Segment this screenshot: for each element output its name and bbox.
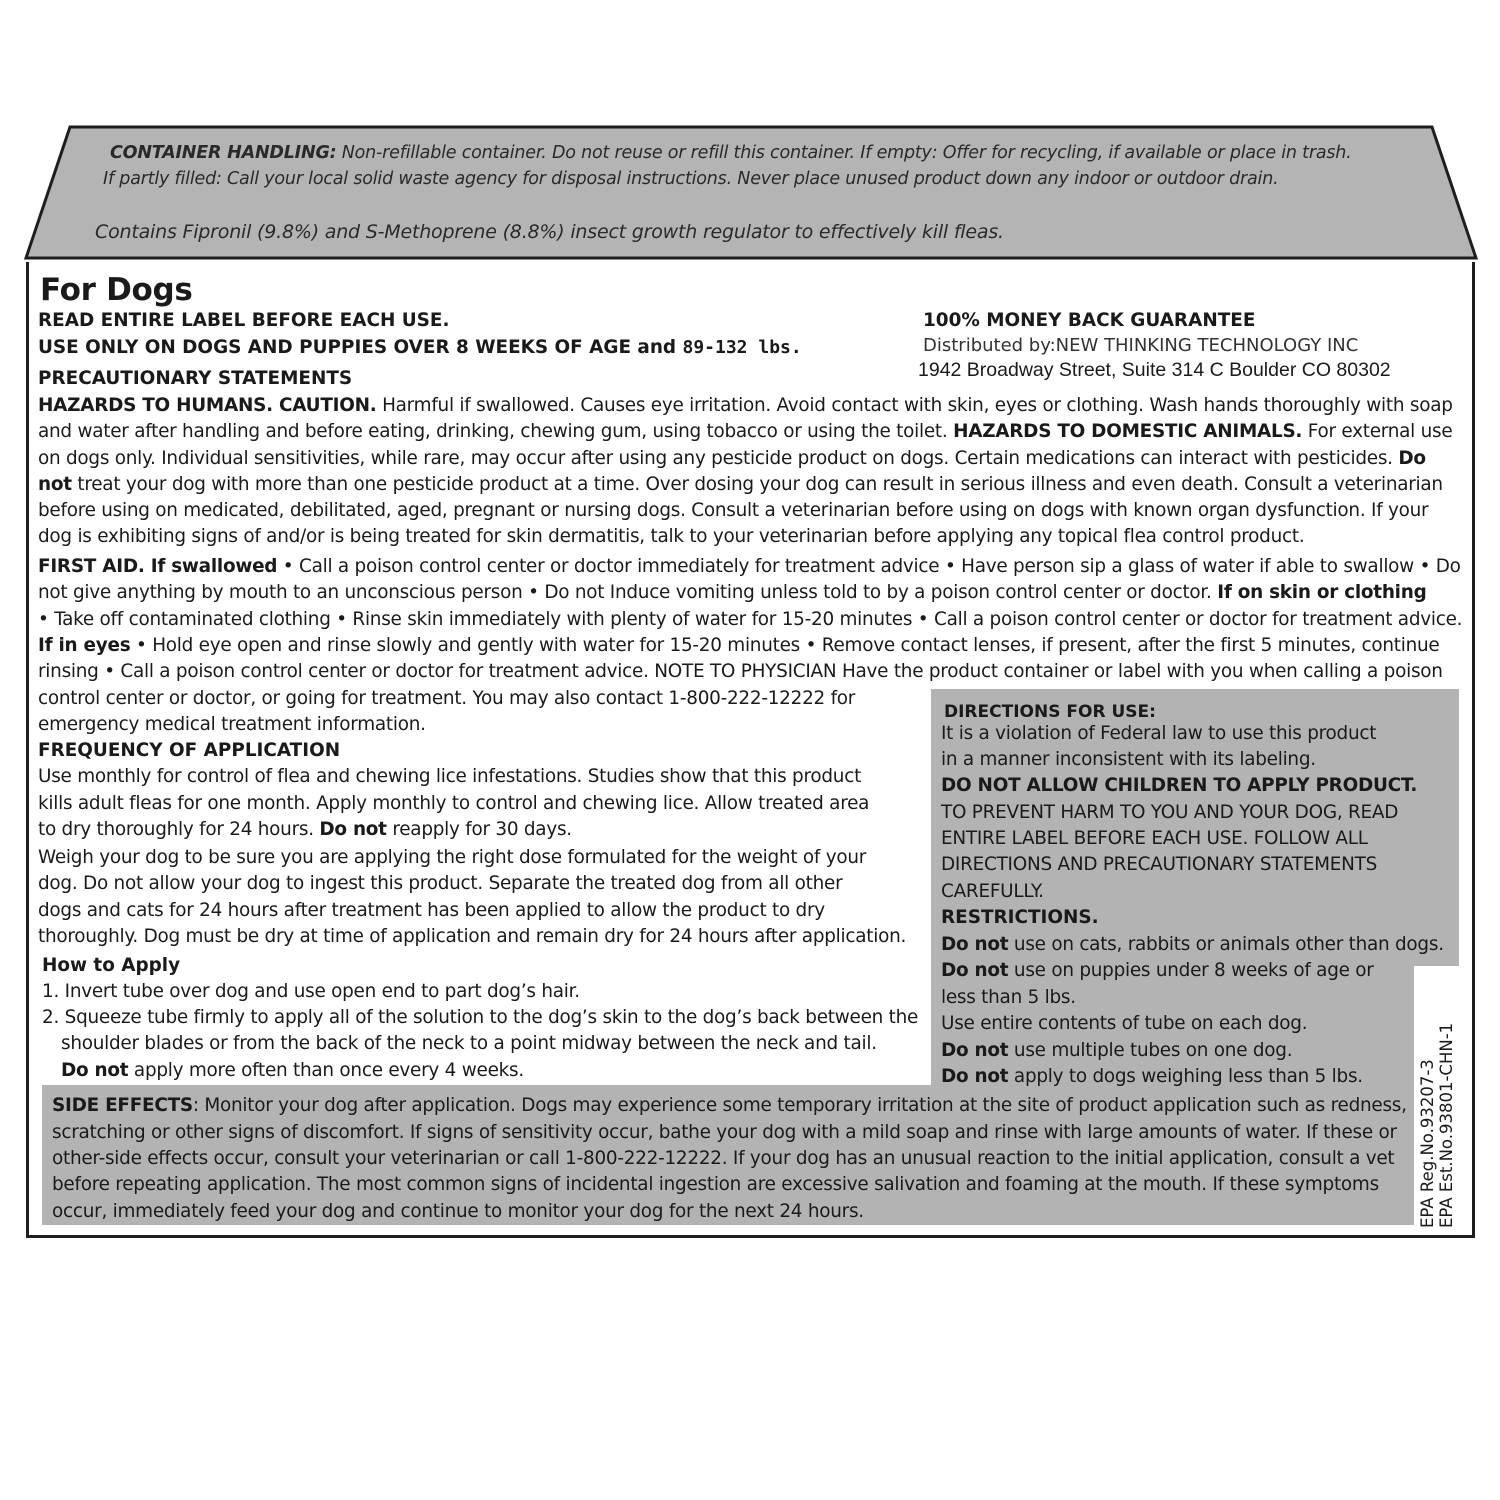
contains-line: Contains Fipronil (9.8%) and S-Methoprene (8.8%) insect growth regulator to effectively kill fleas. xyxy=(95,221,1004,243)
directions-line-7: CAREFULLY. xyxy=(941,881,1044,902)
frequency-line-7: thoroughly. Dog must be dry at time of application and remain dry for 24 hours after application. xyxy=(38,926,907,947)
side-effects-label: SIDE EFFECTS xyxy=(52,1095,193,1116)
hazards-line-1: HAZARDS TO HUMANS. CAUTION. Harmful if swallowed. Causes eye irritation. Avoid contact with skin, eyes or clothing. Wash hands thoroughly with soap xyxy=(38,395,1453,416)
precautionary-heading: PRECAUTIONARY STATEMENTS xyxy=(38,368,353,389)
hazards-line-3: on dogs only. Individual sensitivities, while rare, may occur after using any pesticide product on dogs. Certain medications can interact with pesticides. Do xyxy=(38,448,1426,469)
hazards-line-6: dog is exhibiting signs of and/or is being treated for skin dermatitis, talk to your veterinarian before applying any topical flea control product. xyxy=(38,526,1305,547)
first-aid-line-7: emergency medical treatment information. xyxy=(38,714,426,735)
restriction-2: Do not use on puppies under 8 weeks of age or xyxy=(941,960,1374,981)
hazards-line-4: not treat your dog with more than one pesticide product at a time. Over dosing your dog can result in serious illness and even death. Consult a veterinarian xyxy=(38,474,1443,495)
how-to-apply-heading: How to Apply xyxy=(42,955,181,976)
how-to-step-1: 1. Invert tube over dog and use open end to part dog’s hair. xyxy=(42,981,580,1002)
restriction-6: Do not apply to dogs weighing less than 5 lbs. xyxy=(941,1066,1363,1087)
directions-line-5: ENTIRE LABEL BEFORE EACH USE. FOLLOW ALL xyxy=(941,828,1368,849)
frequency-heading: FREQUENCY OF APPLICATION xyxy=(38,740,341,761)
partly-filled-line: If partly filled: Call your local solid waste agency for disposal instructions. Never place unused product down any indoor or outdoor drain. xyxy=(103,169,1279,189)
distributor: Distributed by:NEW THINKING TECHNOLOGY INC xyxy=(923,335,1359,356)
how-to-step-3: Do not apply more often than once every 4 weeks. xyxy=(61,1060,524,1081)
frequency-line-2: kills adult fleas for one month. Apply monthly to control and chewing lice. Allow treated area xyxy=(38,793,870,814)
first-aid-line-2: not give anything by mouth to an unconscious person • Do not Induce vomiting unless told to by a poison control center or doctor. If on skin or clothing xyxy=(38,582,1427,603)
how-to-step-2-cont: shoulder blades or from the back of the neck to a point midway between the neck and tail. xyxy=(61,1033,877,1054)
distributor-address: 1942 Broadway Street, Suite 314 C Boulder CO 80302 xyxy=(918,359,1391,381)
weight-range: 89-132 lbs. xyxy=(682,337,802,358)
frequency-line-4: Weigh your dog to be sure you are applying the right dose formulated for the weight of your xyxy=(38,847,867,868)
side-effects-line-4: before repeating application. The most common signs of incidental ingestion are excessive salivation and foaming at the mouth. If these symptoms xyxy=(52,1174,1379,1195)
page-title: For Dogs xyxy=(40,272,193,308)
side-effects-line-1: SIDE EFFECTS: Monitor your dog after application. Dogs may experience some temporary irritation at the site of product application such as redness, xyxy=(52,1095,1407,1116)
directions-line-2: in a manner inconsistent with its labeling. xyxy=(941,749,1316,770)
side-effects-line-5: occur, immediately feed your dog and continue to monitor your dog for the next 24 hours. xyxy=(52,1201,864,1222)
epa-est-number: EPA Est.No.93801-CHN-1 xyxy=(1437,1022,1456,1228)
frequency-line-6: dogs and cats for 24 hours after treatment has been applied to allow the product to dry xyxy=(38,900,825,921)
restriction-4: Use entire contents of tube on each dog. xyxy=(941,1013,1308,1034)
side-effects-line-3: other-side effects occur, consult your veterinarian or call 1-800-222-12222. If your dog has an unusual reaction to the initial application, consult a vet xyxy=(52,1148,1395,1169)
directions-line-6: DIRECTIONS AND PRECAUTIONARY STATEMENTS xyxy=(941,854,1377,875)
directions-line-3: DO NOT ALLOW CHILDREN TO APPLY PRODUCT. xyxy=(941,775,1418,796)
hazards-line-5: before using on medicated, debilitated, aged, pregnant or nursing dogs. Consult a veterinarian before using on dogs with known organ dysfunction. If your xyxy=(38,500,1429,521)
directions-heading: DIRECTIONS FOR USE: xyxy=(944,702,1156,722)
first-aid-line-5: rinsing • Call a poison control center or doctor for treatment advice. NOTE TO PHYSICIAN Have the product container or label with you when calling a poison xyxy=(38,661,1443,682)
frequency-line-1: Use monthly for control of flea and chewing lice infestations. Studies show that this product xyxy=(38,766,862,787)
first-aid-line-6: control center or doctor, or going for treatment. You may also contact 1-800-222-12222 for xyxy=(38,688,856,709)
guarantee-title: 100% MONEY BACK GUARANTEE xyxy=(923,310,1256,331)
first-aid-line-3: • Take off contaminated clothing • Rinse skin immediately with plenty of water for 15-20 minutes • Call a poison control center or doctor for treatment advice. xyxy=(38,609,1463,630)
restriction-5: Do not use multiple tubes on one dog. xyxy=(941,1040,1293,1061)
container-handling-label: CONTAINER HANDLING: xyxy=(110,143,337,163)
use-only-heading: USE ONLY ON DOGS AND PUPPIES OVER 8 WEEKS OF AGE and 89-132 lbs. xyxy=(38,337,802,358)
read-label-heading: READ ENTIRE LABEL BEFORE EACH USE. xyxy=(38,310,450,331)
first-aid-line-4: If in eyes • Hold eye open and rinse slowly and gently with water for 15-20 minutes • Remove contact lenses, if present, after the first 5 minutes, continue xyxy=(38,635,1440,656)
restriction-1: Do not use on cats, rabbits or animals other than dogs. xyxy=(941,934,1444,955)
epa-reg-number: EPA Reg.No.93207-3 xyxy=(1418,1059,1437,1228)
restrictions-heading: RESTRICTIONS. xyxy=(941,907,1099,928)
restriction-3: less than 5 lbs. xyxy=(941,987,1076,1008)
how-to-step-2: 2. Squeeze tube firmly to apply all of the solution to the dog’s skin to the dog’s back between the xyxy=(42,1007,919,1028)
frequency-line-3: to dry thoroughly for 24 hours. Do not reapply for 30 days. xyxy=(38,819,572,840)
hazards-line-2: and water after handling and before eating, drinking, chewing gum, using tobacco or using the toilet. HAZARDS TO DOMESTIC ANIMALS. For external use xyxy=(38,421,1453,442)
frequency-line-5: dog. Do not allow your dog to ingest this product. Separate the treated dog from all other xyxy=(38,873,843,894)
first-aid-line-1: FIRST AID. If swallowed • Call a poison control center or doctor immediately for treatment advice • Have person sip a glass of water if able to swallow • Do xyxy=(38,556,1461,577)
side-effects-line-2: scratching or other signs of discomfort. If signs of sensitivity occur, bathe your dog with a mild soap and rinse with large amounts of water. If these or xyxy=(52,1122,1397,1143)
directions-line-1: It is a violation of Federal law to use this product xyxy=(941,723,1377,744)
directions-line-4: TO PREVENT HARM TO YOU AND YOUR DOG, READ xyxy=(941,802,1399,823)
container-handling-line: CONTAINER HANDLING: Non-refillable container. Do not reuse or refill this container. If empty: Offer for recycling, if available or place in trash. xyxy=(110,143,1352,163)
